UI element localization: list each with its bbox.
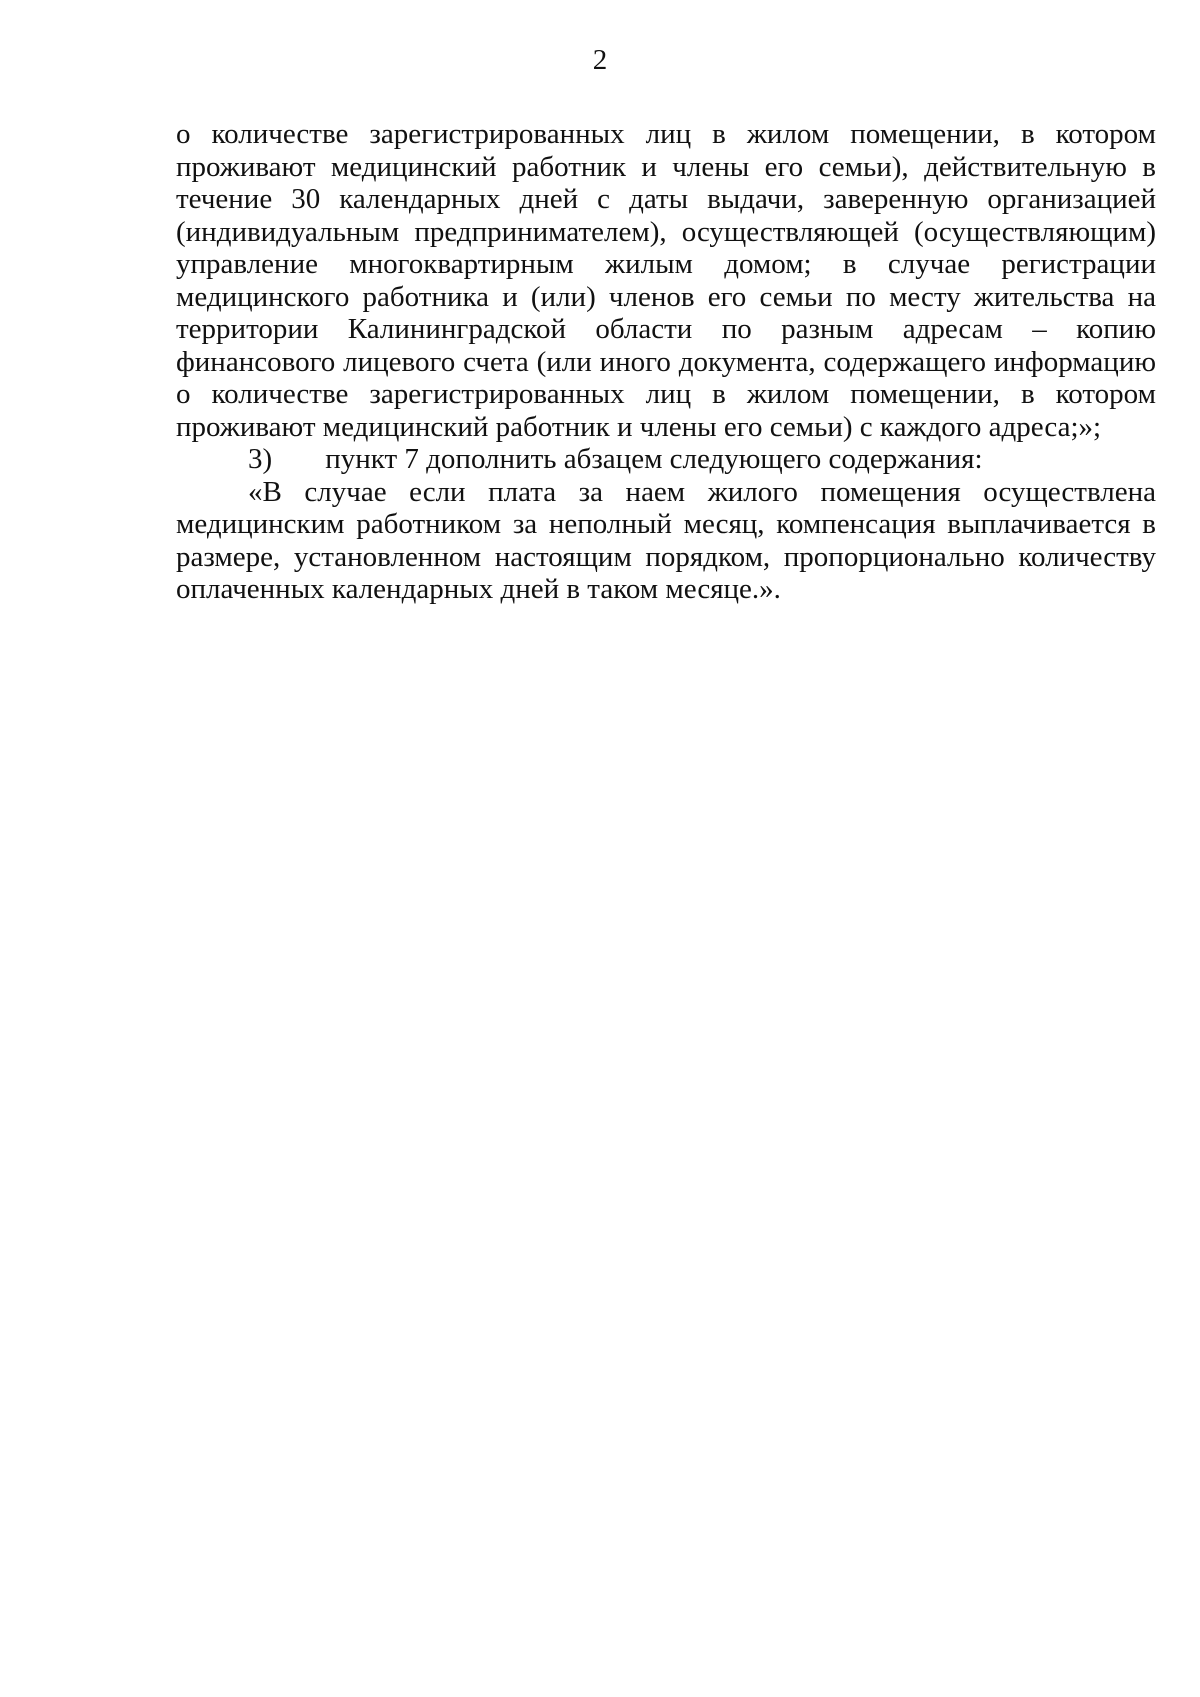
continuation-paragraph: о количестве зарегистрированных лиц в жилом помещении, в котором проживают медицинский работник и члены его семьи), действительную в течение 30 календарных дней с даты выдачи, заверенную организацией (индивидуальным предпринимателем), осуществляющей (осуществляющим) управление многоквартирным жилым домом; в случае регистрации медицинского работника и (или) членов его семьи по месту жительства на территории Калининградской области по разным адресам – копию финансового лицевого счета (или иного документа, содержащего информацию о количестве зарегистрированных лиц в жилом помещении, в котором проживают медицинский работник и члены его семьи) с каждого адреса;»; xyxy=(176,118,1156,443)
list-item-number: 3) xyxy=(248,443,273,475)
list-item-3 xyxy=(176,443,1156,476)
page-number: 2 xyxy=(592,44,608,76)
list-item-text: пункт 7 дополнить абзацем следующего содержания: xyxy=(325,443,983,475)
document-body xyxy=(176,118,1156,606)
quoted-paragraph: «В случае если плата за наем жилого помещения осуществлена медицинским работником за неполный месяц, компенсация выплачивается в размере, установленном настоящим порядком, пропорционально количеству оплаченных календарных дней в таком месяце.». xyxy=(176,475,1156,605)
